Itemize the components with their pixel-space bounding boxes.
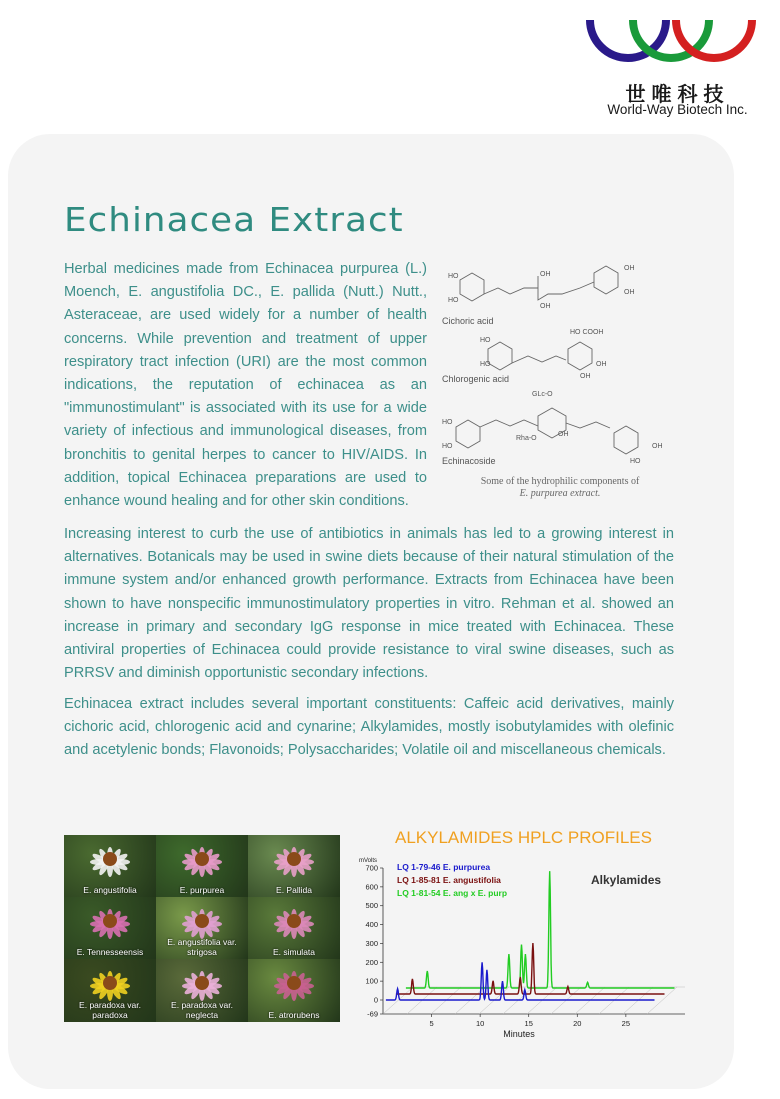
x-tick-label: 5 xyxy=(429,1019,434,1028)
species-photo-label: E. Tennesseensis xyxy=(76,947,144,957)
svg-text:HO COOH: HO COOH xyxy=(570,329,604,336)
chemical-structures xyxy=(440,258,680,508)
species-photo xyxy=(64,897,156,959)
company-logo xyxy=(585,12,770,122)
species-photo-label: E. simulata xyxy=(272,947,316,957)
svg-text:HO: HO xyxy=(448,297,459,304)
species-photo-label: E. angustifolia xyxy=(83,885,137,895)
legend-entry: LQ 1-85-81 E. angustifolia xyxy=(397,875,501,885)
species-photo xyxy=(248,897,340,959)
compound-label-chlorogenic: Chlorogenic acid xyxy=(442,374,510,384)
svg-text:HO: HO xyxy=(480,361,491,368)
page-title: Echinacea Extract xyxy=(64,200,404,239)
species-photo xyxy=(64,959,156,1022)
svg-text:OH: OH xyxy=(624,265,635,272)
x-tick-label: 25 xyxy=(621,1019,631,1028)
constituents-paragraph: Echinacea extract includes several important constituents: Caffeic acid derivatives, mainly cichoric acid, chlorogenic acid and cynarine; Alkylamides, mostly isobutylamides with olefinic and acetylenic bonds; Flavonoids; Polysaccharides; Volatile oil and miscellaneous chemicals. xyxy=(64,696,674,759)
x-tick-label: 10 xyxy=(475,1019,485,1028)
svg-text:HO: HO xyxy=(442,419,453,426)
chemical-structures-icon xyxy=(440,258,680,473)
svg-text:OH: OH xyxy=(540,303,551,310)
y-tick-label: -69 xyxy=(367,1009,378,1019)
x-tick-label: 20 xyxy=(573,1019,582,1028)
legend-entry: LQ 1-81-54 E. ang x E. purp xyxy=(397,888,508,898)
logo-chinese-text: 世唯科技 xyxy=(625,82,730,106)
y-axis-label: mVolts xyxy=(359,858,378,864)
svg-text:HO: HO xyxy=(630,458,641,465)
svg-text:Rha-O: Rha-O xyxy=(516,435,537,442)
intro-paragraph: Herbal medicines made from Echinacea purpurea (L.) Moench, E. angustifolia DC., E. pallida (Nutt.) Nutt., Asteraceae, are used widely for a number of health concerns. While prevention and treatment of upper respiratory tract infection (URI) are the most common indications, the reputation of echinacea as an "immunostimulant" is associated with its use for a wide variety of infectious and immunological diseases, from bronchitis to genital herpes to cancer to HIV/AIDS. In addition, topical Echinacea preparations are used to enhance wound healing and for other skin conditions. xyxy=(64,261,427,510)
y-tick-label: 0 xyxy=(373,995,378,1005)
species-photo-grid xyxy=(64,835,340,1022)
hplc-chart xyxy=(355,852,690,1042)
y-tick-label: 700 xyxy=(365,863,378,873)
y-tick-label: 200 xyxy=(365,957,378,967)
svg-text:GLc-O: GLc-O xyxy=(532,391,553,398)
species-photo xyxy=(248,959,340,1022)
legend-entry: LQ 1-79-46 E. purpurea xyxy=(397,862,491,872)
hplc-trace-line xyxy=(396,943,665,994)
chemistry-caption xyxy=(440,476,680,500)
chart-annotation: Alkylamides xyxy=(591,873,662,887)
species-photo-label: E. paradoxa var. neglecta xyxy=(171,1000,233,1020)
chart-title: ALKYLAMIDES HPLC PROFILES xyxy=(395,828,652,847)
svg-text:HO: HO xyxy=(448,273,459,280)
species-photo-label: E. purpurea xyxy=(179,885,225,895)
antibiotics-paragraph: Increasing interest to curb the use of antibiotics in animals has led to a growing interest in alternatives. Botanicals may be used in swine diets because of their natural stimulation of the immune system and/or enhanced growth performance. Extracts from Echinacea have been shown to have nonspecific immunostimulatory properties in vitro. Rehman et al. showed an increase in primary and secondary IgG response in mice treated with Echinacea. These antiviral properties of Echinacea could provide resistance to viral swine diseases, such as PRRSV and diminish opportunistic secondary infections. xyxy=(64,526,674,682)
y-tick-label: 300 xyxy=(365,938,378,948)
x-tick-label: 15 xyxy=(524,1019,533,1028)
svg-text:HO: HO xyxy=(480,337,491,344)
svg-text:OH: OH xyxy=(596,361,607,368)
species-photo xyxy=(156,835,248,897)
species-photo-label: E. angustifolia var. strigosa xyxy=(167,937,237,957)
compound-label-cichoric: Cichoric acid xyxy=(442,316,494,326)
svg-text:HO: HO xyxy=(442,443,453,450)
species-photo-label: E. atrorubens xyxy=(268,1010,320,1020)
svg-text:OH: OH xyxy=(580,373,591,380)
species-photo xyxy=(64,835,156,897)
logo-rings-icon xyxy=(585,12,770,78)
chemistry-caption-line2: E. purpurea extract. xyxy=(519,488,601,499)
y-tick-label: 100 xyxy=(365,976,378,986)
y-tick-label: 500 xyxy=(365,901,378,911)
species-photo-label: E. Pallida xyxy=(276,885,312,895)
y-tick-label: 400 xyxy=(365,920,378,930)
species-photo xyxy=(248,835,340,897)
chemistry-caption-line1: Some of the hydrophilic components of xyxy=(480,476,640,487)
species-photo xyxy=(156,897,248,959)
species-photo xyxy=(156,959,248,1022)
svg-text:OH: OH xyxy=(652,443,663,450)
logo-english-text: World-Way Biotech Inc. xyxy=(607,102,748,117)
svg-text:OH: OH xyxy=(624,289,635,296)
species-photo-label: E. paradoxa var. paradoxa xyxy=(79,1000,141,1020)
x-axis-label: Minutes xyxy=(503,1029,535,1039)
svg-text:OH: OH xyxy=(558,431,569,438)
y-tick-label: 600 xyxy=(365,882,378,892)
compound-label-echinacoside: Echinacoside xyxy=(442,456,496,466)
svg-text:OH: OH xyxy=(540,271,551,278)
